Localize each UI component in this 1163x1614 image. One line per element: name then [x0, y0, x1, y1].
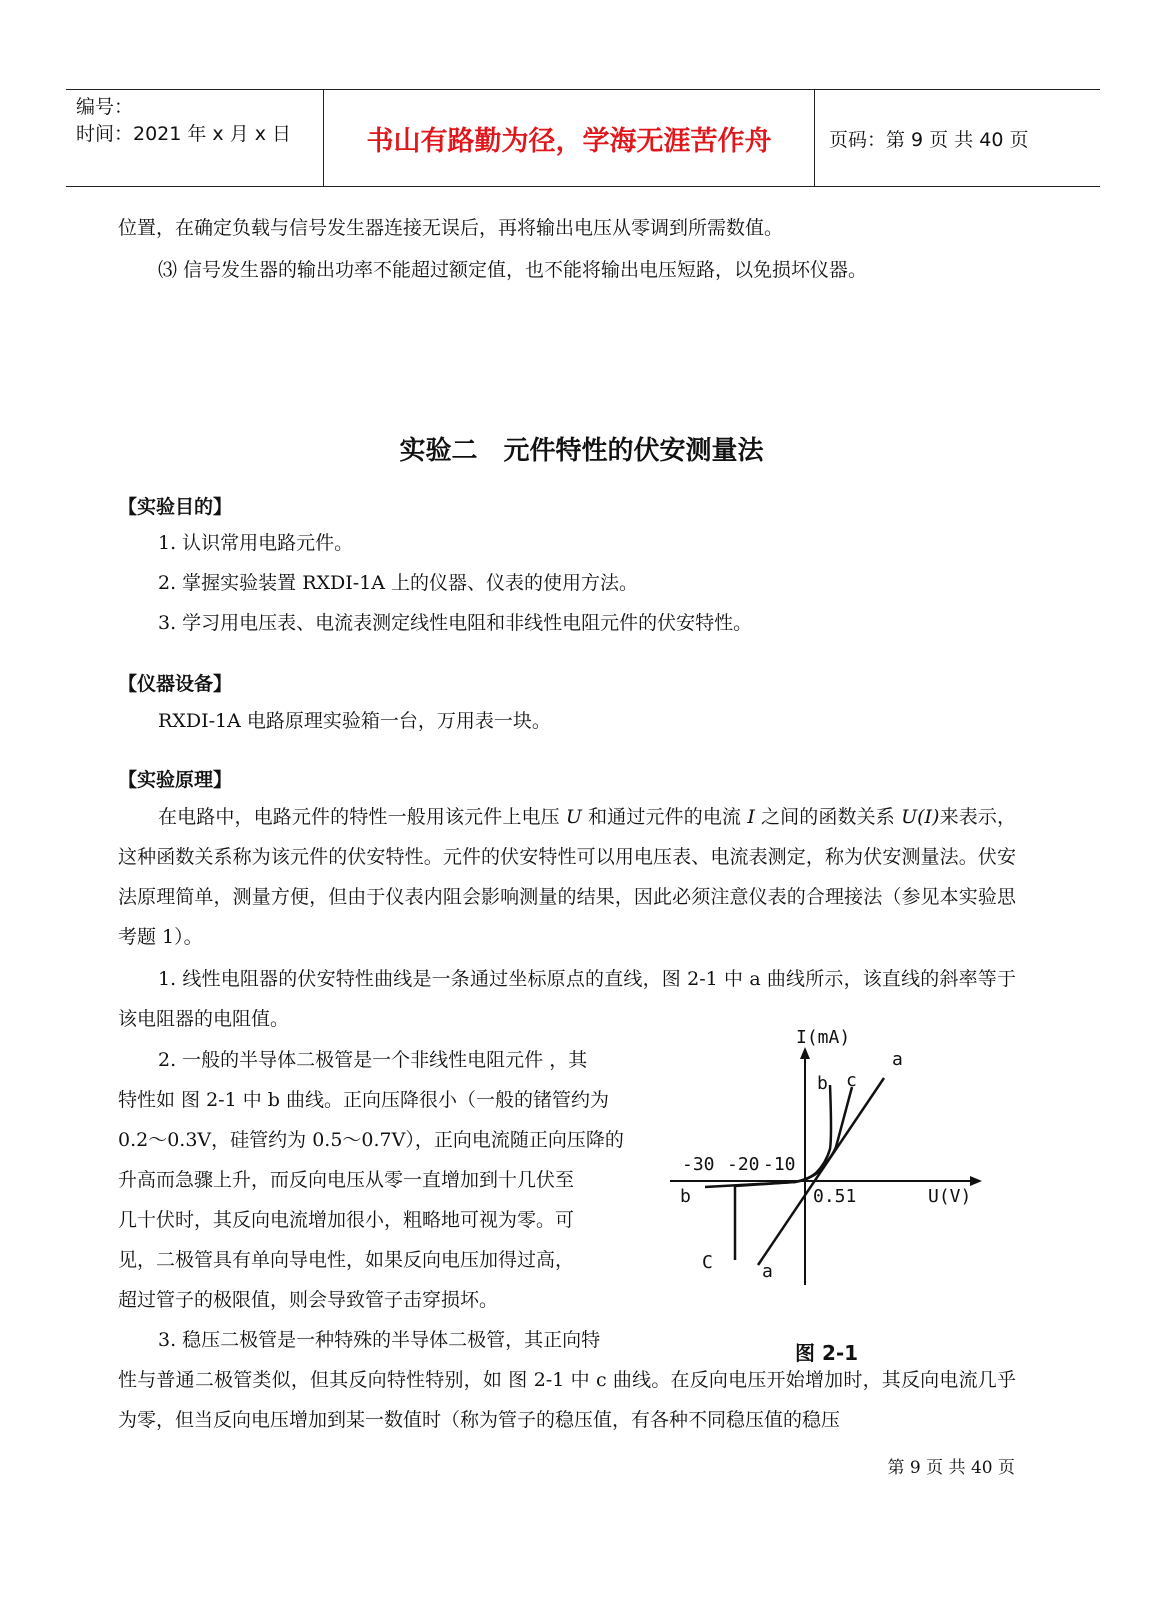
tick-label-minus-20: -20	[727, 1154, 760, 1175]
footer-page-number: 第 9 页 共 40 页	[887, 1458, 1015, 1478]
curve-label-c-top: c	[846, 1070, 857, 1091]
curve-label-a-bottom: a	[762, 1261, 773, 1282]
x-axis-arrow	[970, 1176, 982, 1186]
x-axis-label: U(V)	[928, 1186, 972, 1207]
purpose-item-1: 1. 认识常用电路元件。	[158, 532, 354, 554]
principle-para-3-line-4: 升高而急骤上升，而反向电压从零一直增加到十几伏至	[118, 1169, 575, 1191]
principle-para-3-line-2: 特性如 图 2-1 中 b 曲线。正向压降很小（一般的锗管约为	[118, 1089, 609, 1111]
equipment-text: RXDI-1A 电路原理实验箱一台，万用表一块。	[158, 710, 551, 732]
header-table	[66, 89, 1100, 187]
y-axis-label: I(mA)	[796, 1027, 851, 1048]
purpose-item-3: 3. 学习用电压表、电流表测定线性电阻和非线性电阻元件的伏安特性。	[158, 612, 753, 634]
principle-para-3-line-7: 超过管子的极限值，则会导致管子击穿损坏。	[118, 1289, 499, 1311]
section-principle: 【实验原理】	[118, 769, 233, 791]
principle-para-2: 1. 线性电阻器的伏安特性曲线是一条通过坐标原点的直线，图 2-1 中 a 曲线所示，该直线的斜率等于该电阻器的电阻值。	[118, 968, 1016, 1030]
figure-caption: 图 2-1	[795, 1341, 859, 1365]
motto: 书山有路勤为径，学海无涯苦作舟	[324, 90, 815, 186]
section-equipment: 【仪器设备】	[118, 673, 233, 695]
tick-label-minus-10: -10	[763, 1154, 796, 1175]
para-continued-2: ⑶ 信号发生器的输出功率不能超过额定值，也不能将输出电压短路，以免损坏仪器。	[158, 259, 868, 281]
experiment-title: 实验二 元件特性的伏安测量法	[399, 436, 764, 466]
y-axis-arrow	[800, 1047, 810, 1059]
principle-para-3-line-5: 几十伏时，其反向电流增加很小，粗略地可视为零。可	[118, 1209, 575, 1231]
tick-label-minus-30: -30	[682, 1154, 715, 1175]
curve-label-c-bottom: C	[702, 1252, 713, 1273]
curve-label-b-left: b	[680, 1186, 691, 1207]
section-purpose: 【实验目的】	[118, 496, 233, 518]
iv-characteristic-figure	[670, 1025, 990, 1295]
header-left-cell	[66, 90, 324, 186]
principle-para-4-rest: 性与普通二极管类似，但其反向特性特别，如 图 2-1 中 c 曲线。在反向电压开始增加时，其反向电流几乎为零，但当反向电压增加到某一数值时（称为管子的稳压值，有各种不同稳压值的稳压	[118, 1369, 1016, 1431]
time-label: 时间：2021 年 x 月 x 日	[76, 123, 292, 145]
purpose-item-2: 2. 掌握实验装置 RXDI-1A 上的仪器、仪表的使用方法。	[158, 572, 639, 594]
para-continued-1: 位置，在确定负载与信号发生器连接无误后，再将输出电压从零调到所需数值。	[118, 217, 784, 239]
curve-label-b-top: b	[817, 1073, 828, 1094]
principle-para-3-line-1: 2. 一般的半导体二极管是一个非线性电阻元件 ，其	[158, 1049, 588, 1071]
principle-para-3-line-6: 见，二极管具有单向导电性，如果反向电压加得过高，	[118, 1249, 575, 1271]
principle-para-1: 在电路中，电路元件的特性一般用该元件上电压 U 和通过元件的电流 I 之间的函数关系 U(I)来表示，这种函数关系称为该元件的伏安特性。元件的伏安特性可以用电压表、电流表测定，称为伏安测量法。伏安法原理简单，测量方便，但由于仪表内阻会影响测量的结果，因此必须注意仪表的合理接法（参见本实验思考题 1）。	[118, 806, 1016, 948]
principle-para-3-line-3: 0.2～0.3V，硅管约为 0.5～0.7V），正向电流随正向压降的	[118, 1129, 624, 1151]
page-info: 页码：第 9 页 共 40 页	[829, 128, 1029, 151]
principle-para-4-line-1: 3. 稳压二极管是一种特殊的半导体二极管，其正向特	[158, 1329, 601, 1351]
number-label: 编号：	[76, 96, 134, 118]
curve-label-a-top: a	[892, 1049, 903, 1070]
tick-label-051: 0.51	[813, 1186, 857, 1207]
